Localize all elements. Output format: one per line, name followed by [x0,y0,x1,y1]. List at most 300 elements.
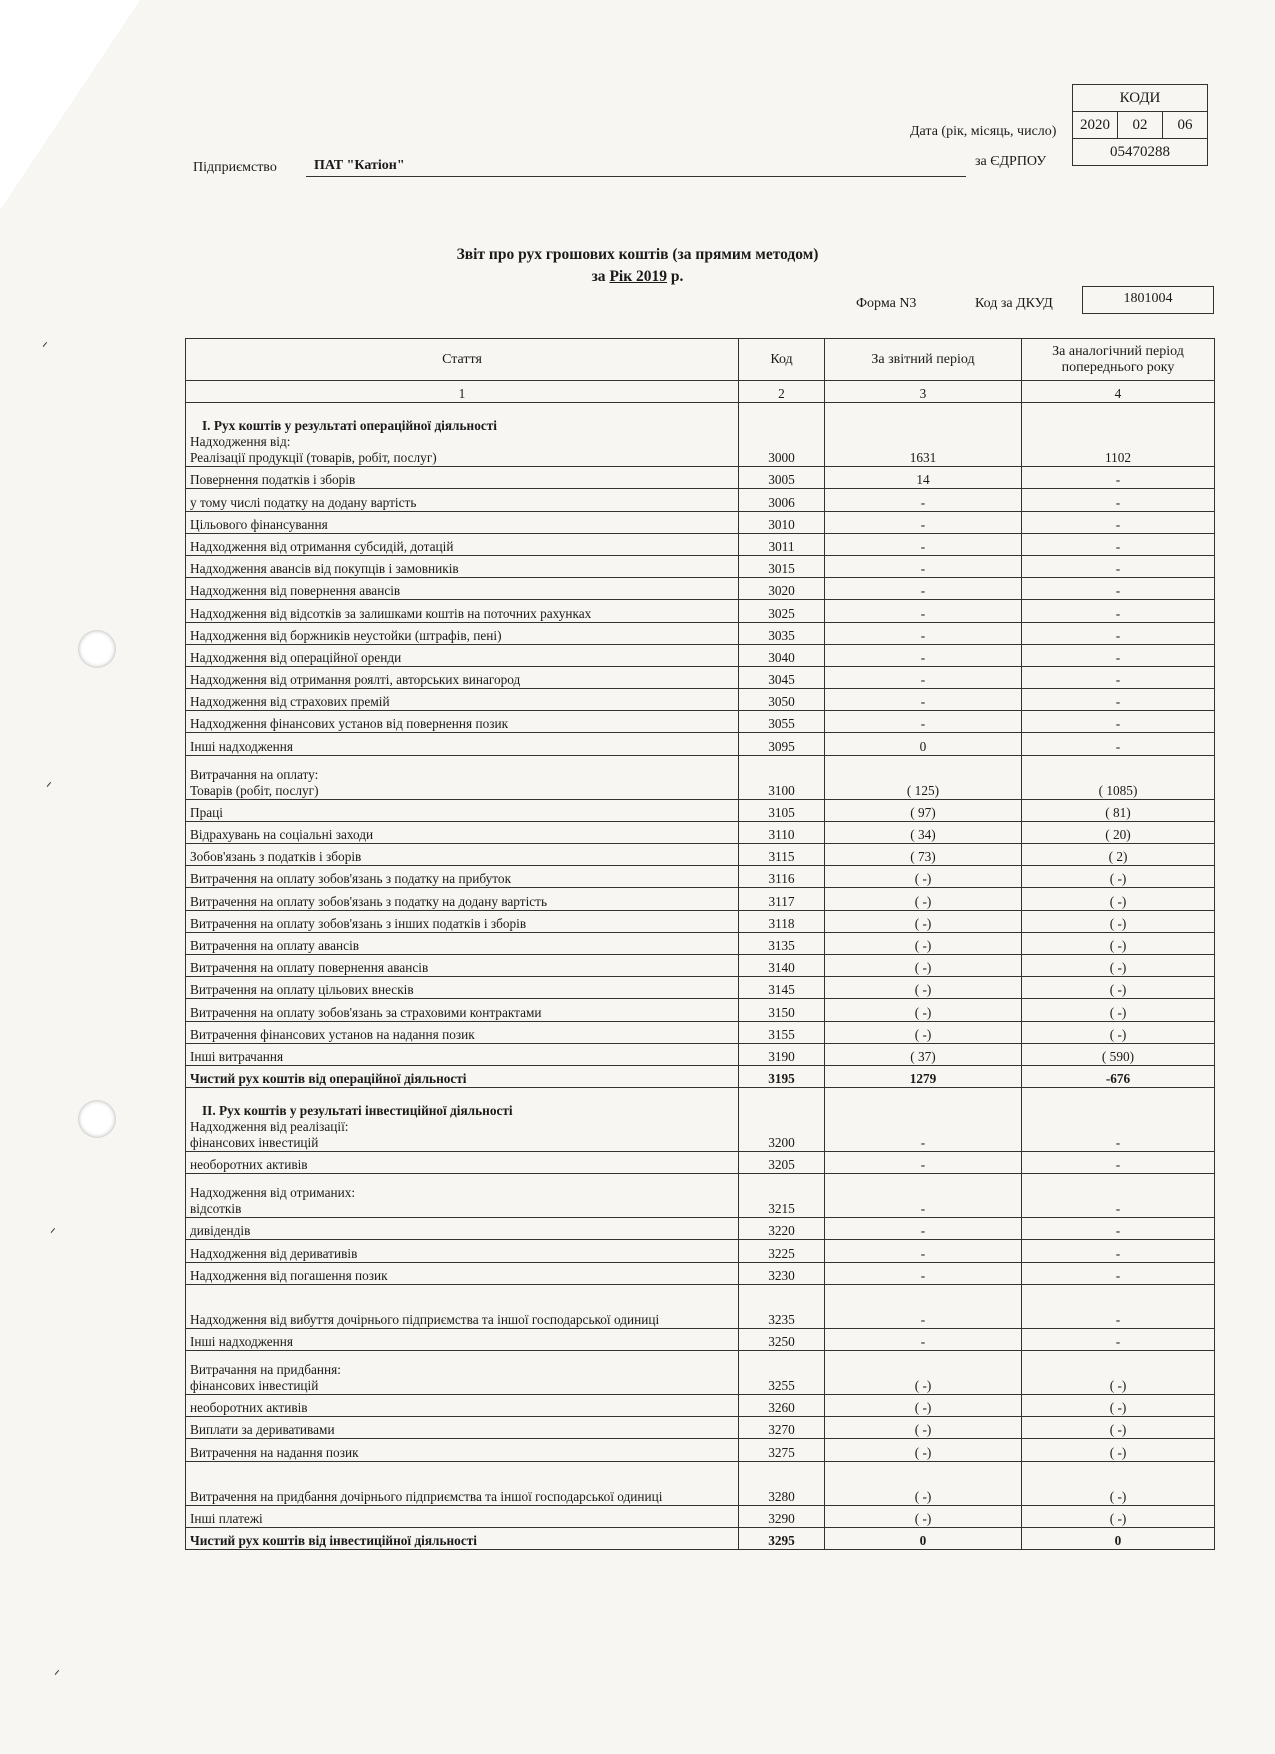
row-article [186,1021,739,1043]
row-previous-value: - [1022,555,1215,577]
row-code: 3270 [739,1417,825,1439]
table-row [186,489,1215,511]
group-label: Надходження від: [190,434,291,450]
row-current-value: ( -) [825,932,1022,954]
group-label: Витрачання на оплату: [190,766,319,782]
table-row [186,1351,1215,1395]
row-label: Витрачення на оплату зобов'язань з податку на прибуток [190,871,512,887]
row-previous-value: ( -) [1022,1461,1215,1505]
row-previous-value: ( -) [1022,866,1215,888]
row-article [186,555,739,577]
table-row [186,1328,1215,1350]
row-label: дивідендів [190,1223,251,1239]
row-article [186,821,739,843]
row-code: 3150 [739,999,825,1021]
section-title: II. Рух коштів у результаті інвестиційної діяльності [202,1103,513,1119]
table-row [186,711,1215,733]
row-label: необоротних активів [190,1400,308,1416]
row-article [186,1218,739,1240]
row-label: Витрачення на оплату цільових внесків [190,982,414,998]
row-code: 3025 [739,600,825,622]
row-current-value: - [825,511,1022,533]
row-previous-value: - [1022,511,1215,533]
col-number-2: 2 [739,381,825,403]
row-article [186,755,739,799]
row-code: 3280 [739,1461,825,1505]
row-previous-value: - [1022,622,1215,644]
row-code: 3195 [739,1065,825,1087]
row-code: 3011 [739,533,825,555]
group-label: Надходження від реалізації: [190,1119,349,1135]
row-previous-value: ( -) [1022,977,1215,999]
margin-mark: ᐟ [54,1669,60,1684]
table-row [186,755,1215,799]
table-row [186,954,1215,976]
row-current-value: - [825,689,1022,711]
report-title: Звіт про рух грошових коштів (за прямим методом) [456,246,819,263]
dkud-code: 1801004 [1082,286,1214,314]
table-row [186,644,1215,666]
row-current-value: - [825,600,1022,622]
row-previous-value: - [1022,1284,1215,1328]
row-article [186,711,739,733]
table-row [186,977,1215,999]
row-previous-value: ( -) [1022,1351,1215,1395]
table-row [186,1088,1215,1152]
table-row [186,622,1215,644]
row-article [186,733,739,755]
row-label: відсотків [190,1201,242,1217]
row-label: Виплати за деривативами [190,1422,335,1438]
row-article [186,467,739,489]
row-current-value: - [825,578,1022,600]
table-row [186,866,1215,888]
row-previous-value: - [1022,467,1215,489]
row-label: Надходження від вибуття дочірнього підприємства та іншої господарської одиниці [190,1311,660,1327]
row-code: 3110 [739,821,825,843]
row-code: 3015 [739,555,825,577]
row-current-value: ( -) [825,1417,1022,1439]
row-label: Інші платежі [190,1510,263,1526]
row-label: Надходження фінансових установ від повернення позик [190,716,509,732]
row-code: 3105 [739,799,825,821]
row-previous-value: ( -) [1022,910,1215,932]
row-current-value: 0 [825,1527,1022,1549]
row-label: Надходження авансів від покупців і замовників [190,561,459,577]
group-label: Надходження від отриманих: [190,1185,356,1201]
form-label: Форма N3 [856,296,917,311]
row-label: Надходження від відсотків за залишками коштів на поточних рахунках [190,605,592,621]
row-article [186,954,739,976]
row-code: 3010 [739,511,825,533]
row-current-value: - [825,666,1022,688]
row-current-value: - [825,1088,1022,1152]
row-article [186,1351,739,1395]
cash-flow-table [185,338,1215,1550]
row-previous-value: - [1022,1174,1215,1218]
row-code: 3275 [739,1439,825,1461]
row-previous-value: - [1022,489,1215,511]
row-code: 3200 [739,1088,825,1152]
table-row [186,888,1215,910]
row-current-value: ( -) [825,954,1022,976]
enterprise-label: Підприємство [193,160,277,175]
row-article [186,977,739,999]
row-code: 3215 [739,1174,825,1218]
row-previous-value: ( -) [1022,954,1215,976]
row-code: 3020 [739,578,825,600]
row-previous-value: ( -) [1022,1439,1215,1461]
row-article [186,1152,739,1174]
row-current-value: - [825,622,1022,644]
table-row [186,1284,1215,1328]
row-current-value: - [825,1218,1022,1240]
row-current-value: - [825,1240,1022,1262]
table-row [186,1505,1215,1527]
header-article: Стаття [186,339,739,381]
row-label: Надходження від отримання субсидій, дотацій [190,538,454,554]
row-label: Зобов'язань з податків і зборів [190,849,362,865]
row-previous-value: - [1022,689,1215,711]
row-current-value: 14 [825,467,1022,489]
row-label: Інші витрачання [190,1048,284,1064]
date-label: Дата (рік, місяць, число) [910,124,1057,139]
table-row [186,1174,1215,1218]
row-code: 3290 [739,1505,825,1527]
row-previous-value: ( -) [1022,999,1215,1021]
row-code: 3250 [739,1328,825,1350]
row-previous-value: ( -) [1022,1021,1215,1043]
row-article [186,1505,739,1527]
row-current-value: ( 34) [825,821,1022,843]
row-label: Витрачення на оплату зобов'язань з податку на додану вартість [190,893,548,909]
report-period [0,268,1275,286]
row-current-value: ( -) [825,866,1022,888]
row-article [186,1461,739,1505]
row-article [186,600,739,622]
row-label: Витрачення на оплату зобов'язань за страховими контрактами [190,1004,542,1020]
row-code: 3155 [739,1021,825,1043]
row-code: 3255 [739,1351,825,1395]
row-code: 3005 [739,467,825,489]
row-code: 3205 [739,1152,825,1174]
header-current-period: За звітний період [825,339,1022,381]
row-previous-value: ( -) [1022,1395,1215,1417]
row-label: необоротних активів [190,1157,308,1173]
row-label: Праці [190,804,223,820]
row-label: Витрачення на оплату повернення авансів [190,960,429,976]
table-row [186,403,1215,467]
enterprise-underline [306,176,966,177]
row-previous-value: 0 [1022,1527,1215,1549]
row-current-value: ( -) [825,910,1022,932]
margin-mark: ᐟ [50,1227,56,1242]
table-row [186,1395,1215,1417]
table-row [186,799,1215,821]
row-label: Надходження від деривативів [190,1245,358,1261]
col-number-1: 1 [186,381,739,403]
row-previous-value: ( 20) [1022,821,1215,843]
codes-box [1072,84,1208,166]
row-label: Товарів (робіт, послуг) [190,782,319,798]
row-code: 3135 [739,932,825,954]
row-current-value: ( 125) [825,755,1022,799]
row-label: Надходження від повернення авансів [190,583,401,599]
row-article [186,403,739,467]
row-code: 3040 [739,644,825,666]
row-previous-value: - [1022,733,1215,755]
row-label: Реалізації продукції (товарів, робіт, послуг) [190,450,437,466]
row-label: Надходження від погашення позик [190,1267,388,1283]
table-row [186,821,1215,843]
row-code: 3235 [739,1284,825,1328]
row-current-value: ( 73) [825,844,1022,866]
row-article [186,1262,739,1284]
row-current-value: ( -) [825,1505,1022,1527]
group-label: Витрачання на придбання: [190,1362,341,1377]
row-code: 3000 [739,403,825,467]
row-label: Надходження від боржників неустойки (штрафів, пені) [190,627,502,643]
row-previous-value: - [1022,1262,1215,1284]
row-article [186,1417,739,1439]
row-code: 3050 [739,689,825,711]
table-row [186,1417,1215,1439]
row-label: Інші надходження [190,738,294,754]
row-code: 3115 [739,844,825,866]
row-current-value: 1631 [825,403,1022,467]
row-previous-value: - [1022,600,1215,622]
row-previous-value: -676 [1022,1065,1215,1087]
page-fold-corner [0,0,140,210]
row-label: фінансових інвестицій [190,1378,319,1393]
row-label: у тому числі податку на додану вартість [190,494,417,510]
row-article [186,1284,739,1328]
table-row [186,733,1215,755]
row-previous-value: ( -) [1022,932,1215,954]
table-row [186,999,1215,1021]
codes-header: КОДИ [1073,85,1208,112]
margin-mark: ᐟ [42,341,48,356]
row-label: Витрачення фінансових установ на надання позик [190,1026,475,1042]
row-article [186,622,739,644]
row-article [186,489,739,511]
row-code: 3140 [739,954,825,976]
row-previous-value: - [1022,1152,1215,1174]
table-row [186,511,1215,533]
row-previous-value: ( -) [1022,888,1215,910]
row-previous-value: 1102 [1022,403,1215,467]
row-article [186,866,739,888]
header-code: Код [739,339,825,381]
table-row [186,932,1215,954]
row-previous-value: - [1022,711,1215,733]
row-previous-value: - [1022,1328,1215,1350]
table-row [186,1152,1215,1174]
table-row [186,578,1215,600]
table-row [186,1262,1215,1284]
row-previous-value: ( 1085) [1022,755,1215,799]
table-row [186,1527,1215,1549]
row-current-value: - [825,1328,1022,1350]
row-previous-value: - [1022,644,1215,666]
row-label: Відрахувань на соціальні заходи [190,827,374,842]
row-previous-value: - [1022,1088,1215,1152]
row-article [186,1328,739,1350]
row-article [186,511,739,533]
row-code: 3295 [739,1527,825,1549]
row-article [186,666,739,688]
row-current-value: - [825,489,1022,511]
table-row [186,1065,1215,1087]
table-row [186,1218,1215,1240]
row-current-value: ( -) [825,888,1022,910]
row-code: 3260 [739,1395,825,1417]
row-previous-value: - [1022,533,1215,555]
row-article [186,578,739,600]
column-number-row [186,381,1215,403]
row-previous-value: - [1022,1218,1215,1240]
punch-hole [78,1100,116,1138]
row-current-value: ( -) [825,1351,1022,1395]
row-article [186,1439,739,1461]
row-code: 3045 [739,666,825,688]
punch-hole [78,630,116,668]
table-row [186,1043,1215,1065]
cash-flow-table-body [186,339,1215,1550]
row-article [186,910,739,932]
row-current-value: 1279 [825,1065,1022,1087]
edrpou-label: за ЄДРПОУ [975,154,1047,169]
row-label: Витрачення на придбання дочірнього підприємства та іншої господарської одиниці [190,1488,663,1504]
col-number-3: 3 [825,381,1022,403]
row-current-value: - [825,711,1022,733]
row-article [186,1174,739,1218]
row-code: 3100 [739,755,825,799]
row-current-value: - [825,1152,1022,1174]
row-label: Інші надходження [190,1334,294,1349]
period-prefix: за [591,268,606,285]
row-article [186,533,739,555]
table-row [186,666,1215,688]
row-code: 3055 [739,711,825,733]
row-article [186,689,739,711]
row-article [186,1395,739,1417]
table-row [186,1021,1215,1043]
row-current-value: ( 37) [825,1043,1022,1065]
row-label: Витрачення на оплату зобов'язань з інших податків і зборів [190,915,527,931]
row-article [186,644,739,666]
row-label: Надходження від страхових премій [190,694,390,710]
row-code: 3145 [739,977,825,999]
row-current-value: - [825,1262,1022,1284]
row-current-value: - [825,1174,1022,1218]
edrpou-code: 05470288 [1073,139,1208,166]
row-previous-value: - [1022,578,1215,600]
date-year: 2020 [1073,112,1118,139]
row-code: 3035 [739,622,825,644]
row-current-value: ( -) [825,1395,1022,1417]
row-article [186,1088,739,1152]
table-row [186,1439,1215,1461]
row-current-value: ( -) [825,1461,1022,1505]
row-label: Витрачення на оплату авансів [190,937,360,953]
col-number-4: 4 [1022,381,1215,403]
row-label: Чистий рух коштів від операційної діяльності [190,1071,467,1087]
row-code: 3116 [739,866,825,888]
row-label: Чистий рух коштів від інвестиційної діяльності [190,1532,477,1548]
row-article [186,844,739,866]
period-suffix: р. [670,268,684,285]
row-previous-value: ( 590) [1022,1043,1215,1065]
row-previous-value: - [1022,666,1215,688]
table-row [186,844,1215,866]
row-label: фінансових інвестицій [190,1135,319,1151]
row-article [186,1240,739,1262]
row-previous-value: ( 81) [1022,799,1215,821]
row-article [186,888,739,910]
row-current-value: - [825,555,1022,577]
section-title: I. Рух коштів у результаті операційної діяльності [202,418,497,434]
table-row [186,467,1215,489]
row-article [186,1065,739,1087]
row-previous-value: ( -) [1022,1505,1215,1527]
row-previous-value: ( -) [1022,1417,1215,1439]
row-label: Повернення податків і зборів [190,472,356,488]
period-value: Рік 2019 [609,268,668,285]
row-article [186,799,739,821]
date-day: 06 [1163,112,1208,139]
row-current-value: ( -) [825,999,1022,1021]
row-code: 3230 [739,1262,825,1284]
row-code: 3190 [739,1043,825,1065]
row-current-value: 0 [825,733,1022,755]
row-current-value: - [825,1284,1022,1328]
row-current-value: - [825,533,1022,555]
row-code: 3117 [739,888,825,910]
table-row [186,910,1215,932]
row-label: Цільового фінансування [190,516,328,532]
table-row [186,1240,1215,1262]
row-code: 3220 [739,1218,825,1240]
row-code: 3006 [739,489,825,511]
row-label: Надходження від операційної оренди [190,649,402,665]
row-label: Витрачення на надання позик [190,1444,359,1460]
row-current-value: ( -) [825,1021,1022,1043]
table-row [186,533,1215,555]
margin-mark: ᐟ [46,781,52,796]
header-previous-period: За аналогічний період попереднього року [1022,339,1215,381]
row-code: 3225 [739,1240,825,1262]
table-row [186,1461,1215,1505]
table-header-row [186,339,1215,381]
row-code: 3118 [739,910,825,932]
row-current-value: ( -) [825,977,1022,999]
row-code: 3095 [739,733,825,755]
table-row [186,689,1215,711]
dkud-label: Код за ДКУД [975,296,1053,311]
row-current-value: - [825,644,1022,666]
table-row [186,555,1215,577]
row-current-value: ( 97) [825,799,1022,821]
row-article [186,932,739,954]
row-article [186,1043,739,1065]
row-previous-value: - [1022,1240,1215,1262]
row-current-value: ( -) [825,1439,1022,1461]
row-article [186,1527,739,1549]
date-month: 02 [1118,112,1163,139]
enterprise-name: ПАТ "Катіон" [314,158,405,173]
row-article [186,999,739,1021]
